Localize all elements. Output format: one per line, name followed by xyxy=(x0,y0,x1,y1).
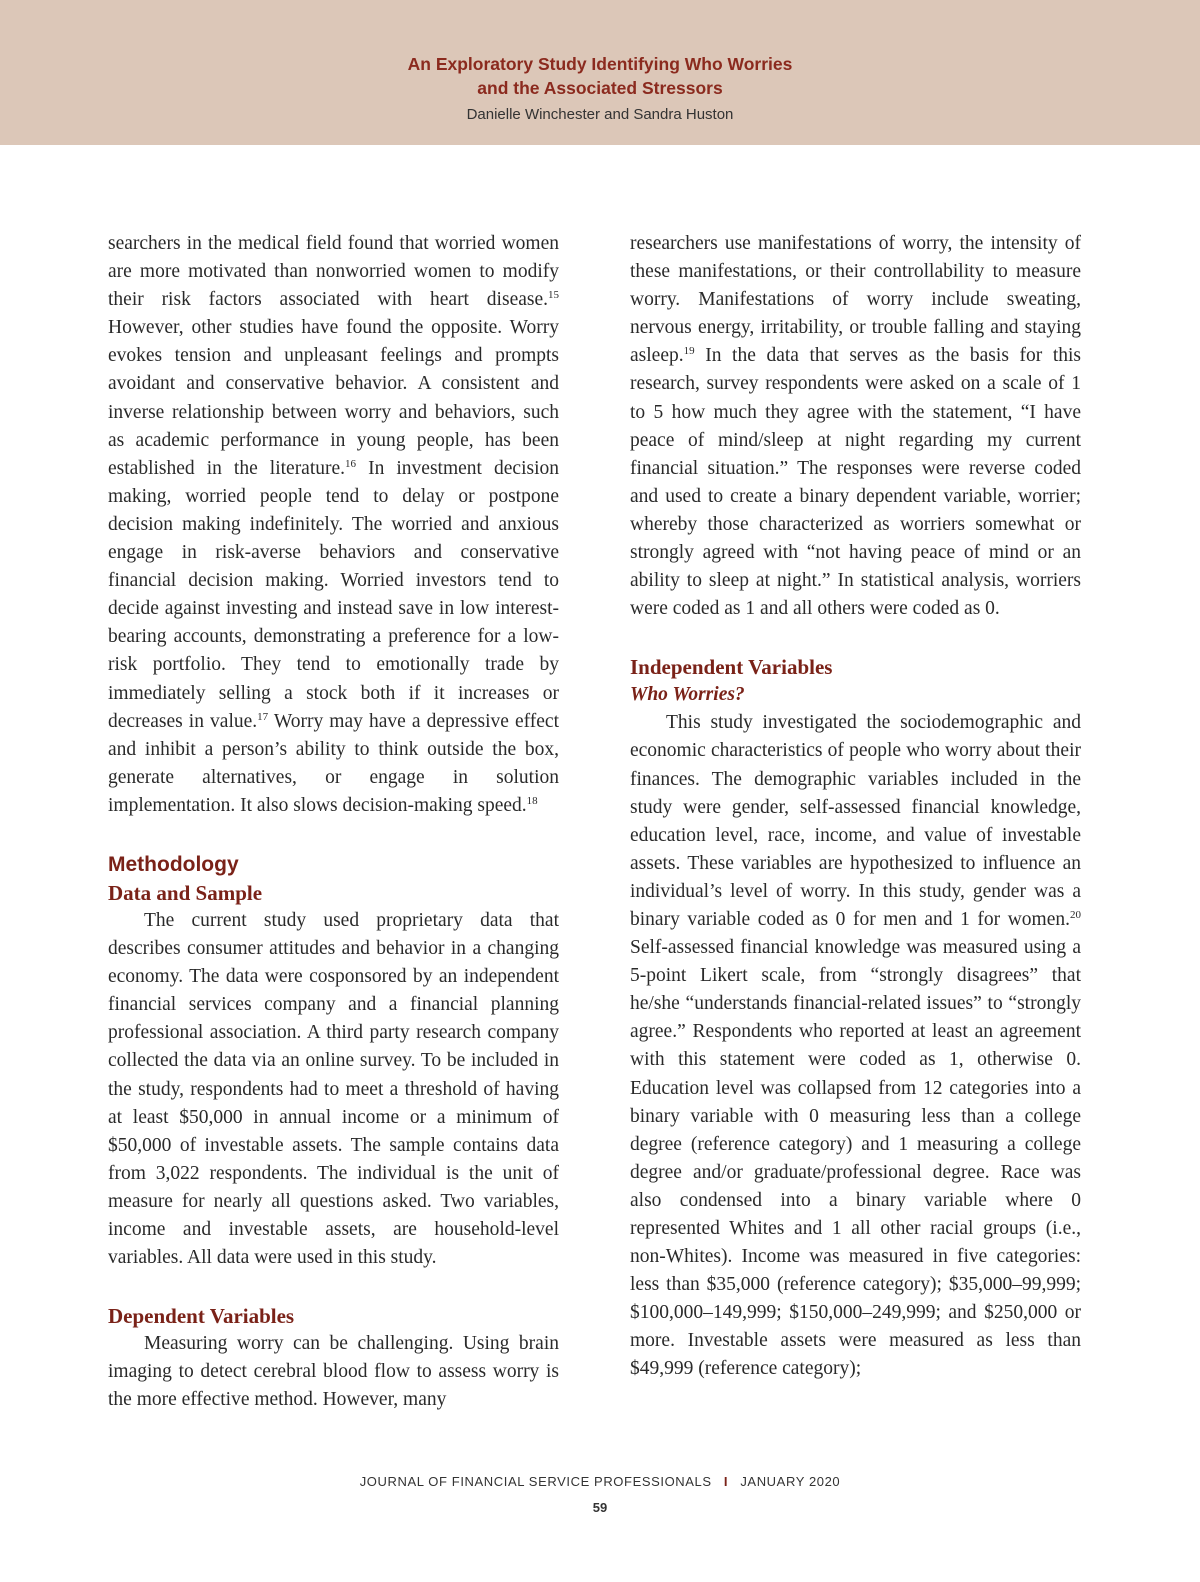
text-run: researchers use manifestations of worry, the intensity of these manifestations, or their controllability to measure worry. Manifestations of worry include sweating, nervous energy, irritability, or trouble falling and staying asleep. xyxy=(630,233,1081,367)
text-run: However, other studies have found the opposite. Worry evokes tension and unpleasant feelings and prompts avoidant and conservative behavior. A consistent and inverse relationship between worry and behaviors, such as academic performance in young people, has been established in the literature. xyxy=(108,317,559,479)
text-run: This study investigated the sociodemographic and economic characteristics of people who worry about their finances. The demographic variables included in the study were gender, self-assessed financial knowledge, education level, race, income, and value of investable assets. These variables are hypothesized to influence an individual’s level of worry. In this study, gender was a binary variable coded as 0 for men and 1 for women. xyxy=(630,712,1081,930)
footer-separator: I xyxy=(723,1474,729,1489)
footnote-ref: 17 xyxy=(257,710,269,723)
body-paragraph: The current study used proprietary data that describes consumer attitudes and behavior in a changing economy. The data were cosponsored by an independent financial services company and a financial planning professional association. A third party research company collected the data via an online survey. To be included in the study, respondents had to meet a threshold of having at least $50,000 in annual income or a minimum of $50,000 of investable assets. The sample contains data from 3,022 respondents. The individual is the unit of measure for nearly all questions asked. Two variables, income and investable assets, are household-level variables. All data were used in this study. xyxy=(108,909,559,1269)
subsection-heading-independent-variables: Independent Variables xyxy=(630,655,833,680)
footnote-ref: 18 xyxy=(526,794,538,807)
text-run: Worry may have a depressive effect and inhibit a person’s ability to think outside the box, generate alternatives, or engage in solution implementation. It also slows decision-making speed. xyxy=(108,710,559,816)
article-authors: Danielle Winchester and Sandra Huston xyxy=(466,106,734,123)
section-heading-methodology: Methodology xyxy=(108,852,239,876)
text-run: In investment decision making, worried people tend to delay or postpone decision making indefinitely. The worried and anxious engage in risk-averse behaviors and conservative financial decision making. Worried investors tend to decide against investing and instead save in low interest-bearing accounts, demonstrating a preference for a low-risk portfolio. They tend to emotionally trade by immediately selling a stock both if it increases or decreases in value. xyxy=(108,457,559,732)
footnote-ref: 16 xyxy=(345,457,357,470)
issue-date: JANUARY 2020 xyxy=(740,1474,841,1489)
text-run: In the data that serves as the basis for this research, survey respondents were asked on a scale of 1 to 5 how much they agree with the statement, “I have peace of mind/sleep at night regarding my current financial situation.” The responses were reverse coded and used to create a binary dependent variable, worrier; whereby those characterized as worriers somewhat or strongly agreed with “not having peace of mind or an ability to sleep at night.” In statistical analysis, worriers were coded as 1 and all others were coded as 0. xyxy=(630,345,1081,620)
journal-name: JOURNAL OF FINANCIAL SERVICE PROFESSIONALS xyxy=(359,1474,712,1489)
subsection-heading-data-and-sample: Data and Sample xyxy=(108,880,263,905)
article-title-line-1: An Exploratory Study Identifying Who Worries xyxy=(407,54,793,74)
running-footer xyxy=(0,1474,1200,1489)
subsubsection-heading-who-worries: Who Worries? xyxy=(630,684,745,706)
body-paragraph xyxy=(108,230,559,820)
footnote-ref: 15 xyxy=(548,289,559,302)
article-title-line-2: and the Associated Stressors xyxy=(477,78,723,98)
text-run: Self-assessed financial knowledge was measured using a 5-point Likert scale, from “strongly disagrees” that he/she “understands financial-related issues” to “strongly agree.” Respondents who reported at least an agreement with this statement were coded as 1, otherwise 0. Education level was collapsed from 12 categories into a binary variable with 0 measuring less than a college degree (reference category) and 1 measuring a college degree and/or graduate/professional degree. Race was also condensed into a binary variable where 0 represented Whites and 1 all other racial groups (i.e., non-Whites). Income was measured in five categories: less than $35,000 (reference category); $35,000–99,999; $100,000–149,999; $150,000–249,999; and $250,000 or more. Investable assets were measured as less than $49,999 (reference category); xyxy=(630,937,1081,1380)
text-run: searchers in the medical field found that worried women are more motivated than nonworried women to modify their risk factors associated with heart disease. xyxy=(108,233,559,311)
left-column xyxy=(108,230,559,1414)
page-number: 59 xyxy=(592,1500,608,1515)
running-header xyxy=(0,0,1200,145)
body-paragraph: Measuring worry can be challenging. Using brain imaging to detect cerebral blood flow to assess worry is the more effective method. However, many xyxy=(108,1333,559,1411)
body-paragraph xyxy=(630,230,1081,623)
subsection-heading-dependent-variables: Dependent Variables xyxy=(108,1304,295,1329)
body-paragraph xyxy=(630,709,1081,1383)
right-column xyxy=(630,230,1081,1384)
footnote-ref: 19 xyxy=(683,345,695,358)
footnote-ref: 20 xyxy=(1070,908,1081,921)
